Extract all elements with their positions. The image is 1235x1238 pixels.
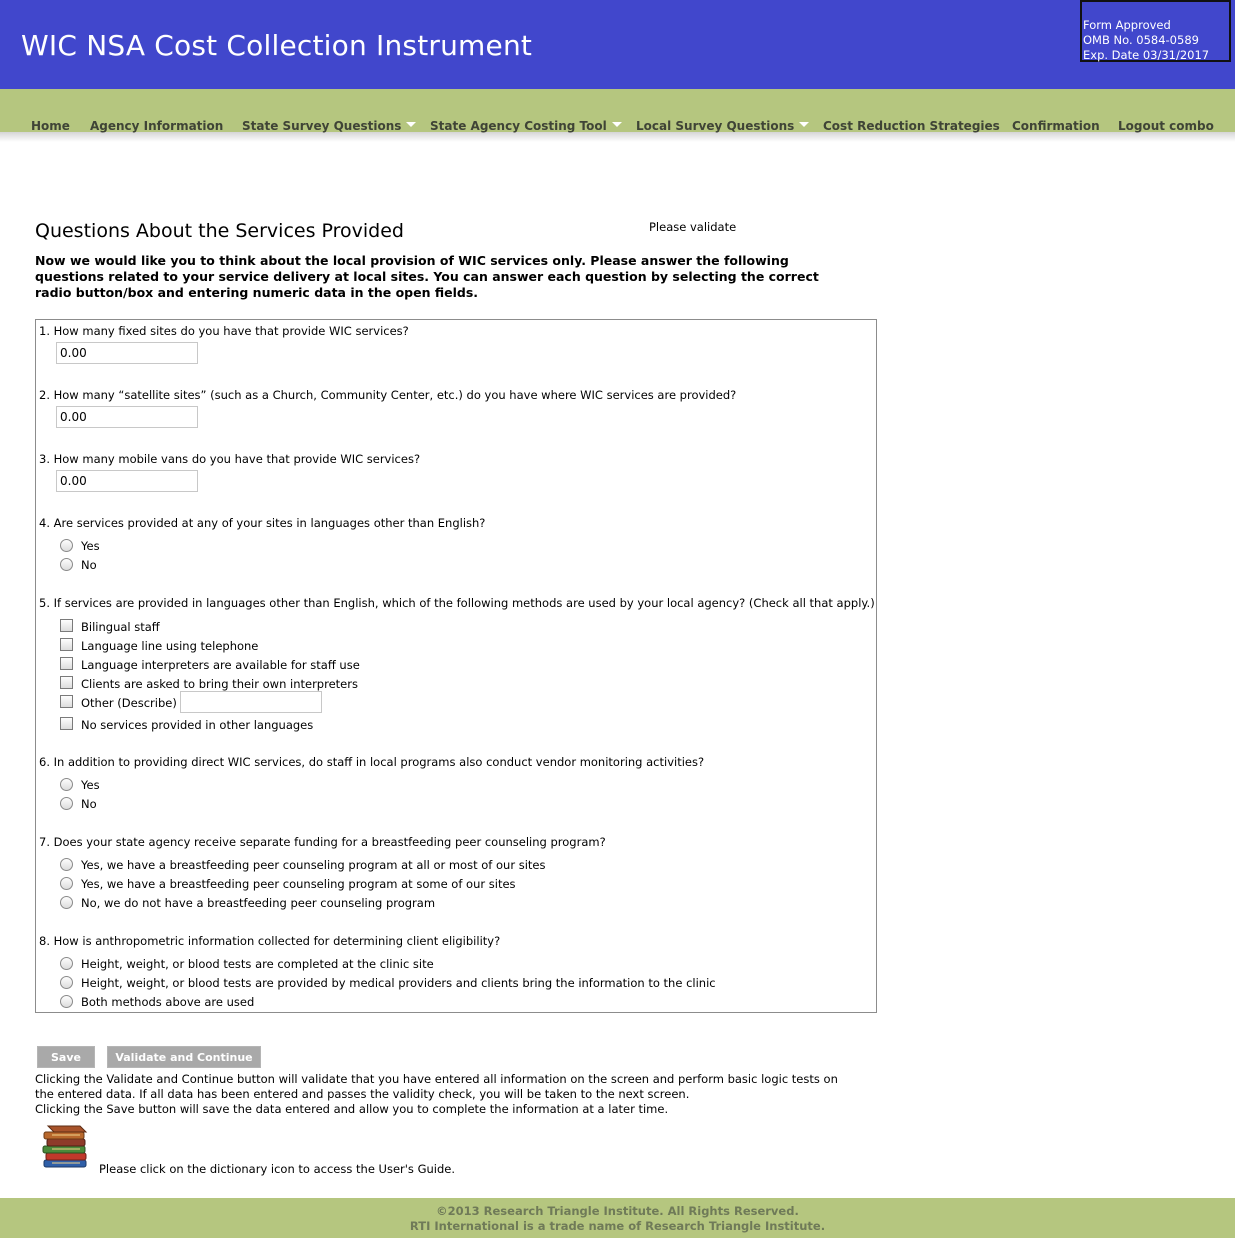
nav-label: Agency Information (90, 119, 224, 133)
nav-label: State Survey Questions (242, 119, 402, 133)
option-label: Height, weight, or blood tests are provided by medical providers and clients bring the information to the clinic (81, 976, 716, 990)
nav-label: State Agency Costing Tool (430, 119, 607, 133)
radio-button[interactable] (60, 858, 73, 871)
option-label: No, we do not have a breastfeeding peer counseling program (81, 896, 436, 910)
dropdown-caret-icon (406, 122, 416, 127)
nav-local-survey-questions[interactable] (636, 119, 809, 133)
question-2-text: 2. How many “satellite sites” (such as a Church, Community Center, etc.) do you have where WIC services are provided? (39, 388, 737, 402)
help-text (35, 1072, 855, 1117)
nav-shadow (0, 132, 1235, 142)
page-title: Questions About the Services Provided (35, 220, 404, 242)
footer-trade-name: RTI International is a trade name of Research Triangle Institute. (409, 1219, 826, 1233)
omb-line-exp-date: Exp. Date 03/31/2017 (1083, 48, 1210, 62)
checkbox[interactable] (60, 695, 73, 708)
fixed-sites-input[interactable] (56, 342, 198, 364)
save-button[interactable]: Save (37, 1046, 95, 1068)
books-icon[interactable] (40, 1124, 92, 1170)
option-label: Yes, we have a breastfeeding peer counseling program at some of our sites (81, 877, 516, 891)
q7-option-all-most[interactable] (60, 858, 545, 872)
radio-button[interactable] (60, 797, 73, 810)
checkbox[interactable] (60, 717, 73, 730)
checkbox[interactable] (60, 657, 73, 670)
help-line: Clicking the Validate and Continue button will validate that you have entered all information on the screen and perform basic logic tests on (35, 1072, 838, 1086)
option-label: No (81, 558, 97, 572)
app-title: WIC NSA Cost Collection Instrument (21, 29, 533, 62)
option-label: Language interpreters are available for staff use (81, 658, 360, 672)
other-describe-input[interactable] (180, 691, 322, 713)
radio-button[interactable] (60, 896, 73, 909)
nav-label: Logout combo (1118, 119, 1214, 133)
q5-option-own-interpreters[interactable] (60, 676, 358, 691)
q8-option-medical-providers[interactable] (60, 976, 716, 990)
option-label: Bilingual staff (81, 620, 160, 634)
question-6-text: 6. In addition to providing direct WIC services, do staff in local programs also conduct vendor monitoring activities? (39, 755, 705, 769)
footer-copyright: ©2013 Research Triangle Institute. All Rights Reserved. (436, 1204, 799, 1218)
radio-button[interactable] (60, 976, 73, 989)
radio-button[interactable] (60, 995, 73, 1008)
q5-option-bilingual-staff[interactable] (60, 619, 160, 634)
q4-option-no[interactable] (60, 558, 97, 572)
checkbox[interactable] (60, 676, 73, 689)
omb-line-number: OMB No. 0584-0589 (1083, 33, 1199, 47)
satellite-sites-input[interactable] (56, 406, 198, 428)
q7-option-some[interactable] (60, 877, 516, 891)
checkbox[interactable] (60, 638, 73, 651)
mobile-vans-input[interactable] (56, 470, 198, 492)
option-label: Language line using telephone (81, 639, 259, 653)
option-label: Both methods above are used (81, 995, 255, 1009)
q6-option-yes[interactable] (60, 778, 100, 792)
q5-option-no-services[interactable] (60, 717, 313, 732)
radio-button[interactable] (60, 558, 73, 571)
nav-state-agency-costing-tool[interactable] (430, 119, 622, 133)
validation-message: Please validate (649, 220, 737, 234)
footer (0, 1198, 1235, 1238)
nav-home[interactable] (31, 119, 70, 133)
radio-button[interactable] (60, 778, 73, 791)
option-label: Clients are asked to bring their own interpreters (81, 677, 358, 691)
dropdown-caret-icon (799, 122, 809, 127)
validate-continue-button[interactable]: Validate and Continue (107, 1046, 261, 1068)
nav-state-survey-questions[interactable] (242, 119, 416, 133)
nav-agency-information[interactable] (90, 119, 223, 133)
radio-button[interactable] (60, 539, 73, 552)
option-label: No services provided in other languages (81, 718, 314, 732)
q5-option-language-line[interactable] (60, 638, 258, 653)
option-label: Yes (81, 778, 100, 792)
radio-button[interactable] (60, 877, 73, 890)
nav-label: Home (31, 119, 70, 133)
option-label: Yes, we have a breastfeeding peer counseling program at all or most of our sites (81, 858, 546, 872)
users-guide-text: Please click on the dictionary icon to access the User's Guide. (99, 1162, 455, 1176)
intro-text: Now we would like you to think about the local provision of WIC services only. Please answer the following questions related to your service delivery at local sites. You can answer each question by selecting the correct radio button/box and entering numeric data in the open fields. (35, 253, 819, 300)
nav-confirmation[interactable] (1012, 119, 1100, 133)
question-1-text: 1. How many fixed sites do you have that provide WIC services? (39, 324, 409, 338)
omb-line-form-approved: Form Approved (1083, 18, 1171, 32)
q6-option-no[interactable] (60, 797, 97, 811)
nav-label: Confirmation (1012, 119, 1100, 133)
question-5-text: 5. If services are provided in languages other than English, which of the following methods are used by your local agency? (Check all that apply.) (39, 596, 875, 610)
q8-option-both[interactable] (60, 995, 254, 1009)
q5-option-interpreters-staff[interactable] (60, 657, 360, 672)
q8-option-clinic[interactable] (60, 957, 434, 971)
option-label: No (81, 797, 97, 811)
question-7-text: 7. Does your state agency receive separate funding for a breastfeeding peer counseling program? (39, 835, 606, 849)
nav-label: Cost Reduction Strategies (823, 119, 1000, 133)
q4-option-yes[interactable] (60, 539, 100, 553)
option-label: Yes (81, 539, 100, 553)
help-line: Clicking the Save button will save the data entered and allow you to complete the information at a later time. (35, 1102, 669, 1116)
question-4-text: 4. Are services provided at any of your sites in languages other than English? (39, 516, 486, 530)
q7-option-none[interactable] (60, 896, 435, 910)
nav-label: Local Survey Questions (636, 119, 795, 133)
question-8-text: 8. How is anthropometric information collected for determining client eligibility? (39, 934, 501, 948)
option-label: Other (Describe) (81, 696, 177, 710)
nav-cost-reduction-strategies[interactable] (823, 119, 1000, 133)
dropdown-caret-icon (612, 122, 622, 127)
option-label: Height, weight, or blood tests are completed at the clinic site (81, 957, 434, 971)
nav-logout[interactable] (1118, 119, 1214, 133)
help-line: the entered data. If all data has been entered and passes the validity check, you will be taken to the next screen. (35, 1087, 690, 1101)
checkbox[interactable] (60, 619, 73, 632)
omb-approval-box (1080, 0, 1231, 62)
radio-button[interactable] (60, 957, 73, 970)
question-3-text: 3. How many mobile vans do you have that provide WIC services? (39, 452, 421, 466)
q5-option-other[interactable] (60, 695, 177, 710)
